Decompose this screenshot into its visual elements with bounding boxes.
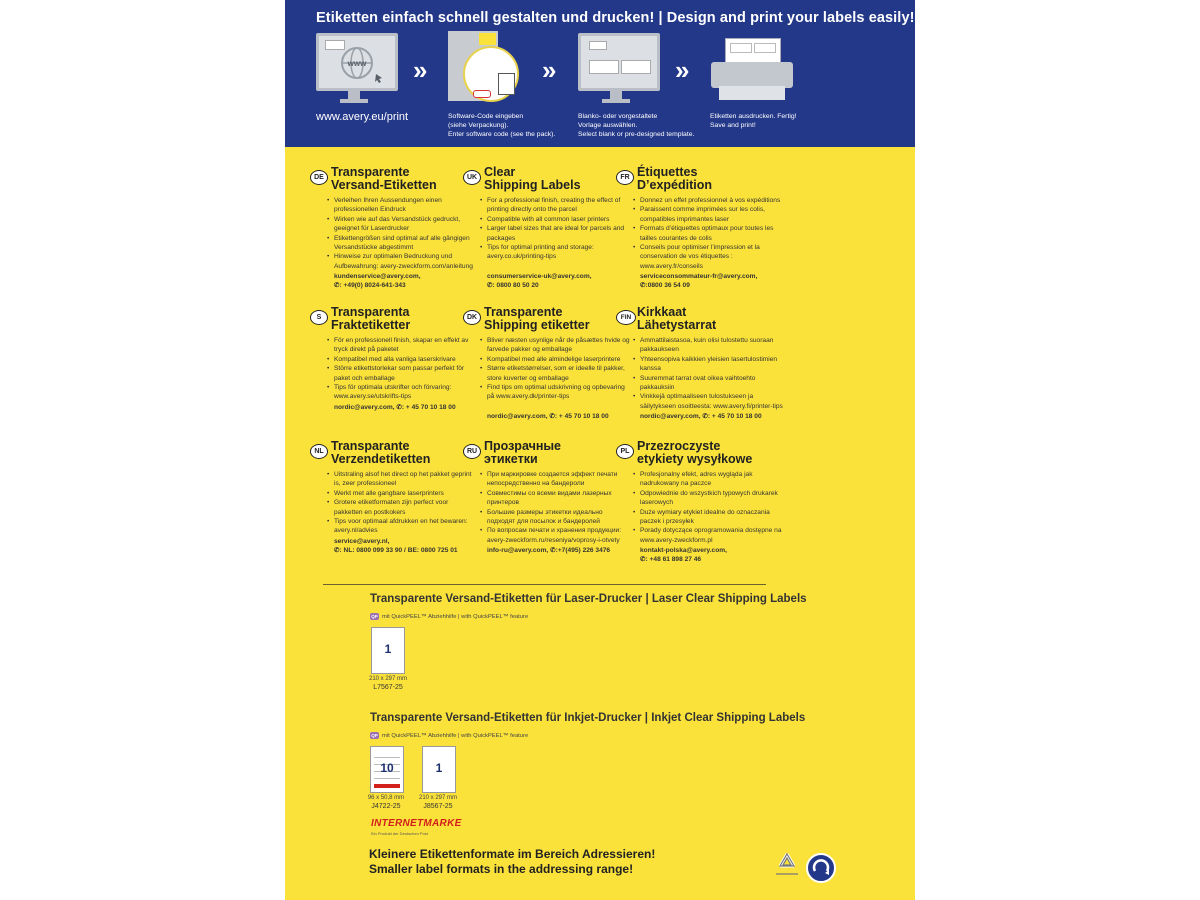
content-area	[285, 147, 915, 900]
bullet-item: • Profesjonalny efekt, adres wygląda jak nadrukowany na paczce	[633, 470, 783, 489]
lang-badge: NL	[310, 444, 328, 459]
bullet-item: • Större etikettstorlekar som passar perfekt för paket och emballage	[327, 364, 477, 383]
bullet-item: • Paraissent comme imprimées sur les colis, compatibles imprimantes laser	[633, 205, 783, 224]
caption-line: Software-Code eingeben	[448, 113, 524, 120]
title-line: Transparente	[484, 305, 563, 319]
contact-email[interactable]: service@avery.nl,	[334, 538, 390, 545]
title-line: Transparante	[331, 439, 410, 453]
contact-email[interactable]: nordic@avery.com, ✆: + 45 70 10 18 00	[334, 404, 456, 411]
inkjet-section-title: Transparente Versand-Etiketten für Inkjet-Drucker | Inkjet Clear Shipping Labels	[370, 712, 806, 724]
bullet-item: • Совместимы со всеми видами лазерных принтеров	[480, 489, 630, 508]
title-line: etykiety wysyłkowe	[637, 452, 753, 466]
bullet-list	[480, 470, 630, 545]
bullet-item: • För en professionell finish, skapar en effekt av tryck direkt på paketet	[327, 336, 477, 355]
block-title	[331, 166, 437, 192]
contact-phone: ✆: 0800 80 50 20	[487, 282, 539, 290]
label-count: 1	[384, 642, 392, 656]
contact-info	[487, 412, 609, 421]
bullet-item: • Odpowiednie do wszystkich typowych drukarek laserowych	[633, 489, 783, 508]
block-title	[484, 166, 581, 192]
bullet-item: • При маркировке создается эффект печати непосредственно на бандероли	[480, 470, 630, 489]
product-sheet-l7567	[371, 627, 405, 674]
bullet-item: • Yhteensopiva kaikkien yleisien lasertulostimien kanssa	[633, 355, 783, 374]
contact-info	[487, 272, 592, 291]
contact-info	[334, 537, 458, 556]
quickpeel-note	[370, 613, 528, 620]
block-title	[331, 440, 430, 466]
contact-email[interactable]: info-ru@avery.com, ✆:+7(495) 226 3476	[487, 547, 611, 554]
avery-url[interactable]: www.avery.eu/print	[316, 111, 409, 123]
bullet-list	[633, 196, 783, 271]
bullet-item: • Donnez un effet professionnel à vos expéditions	[633, 196, 783, 205]
contact-email[interactable]: serviceconsommateur-fr@avery.com,	[640, 273, 758, 280]
bullet-item: • Compatible with all common laser printers	[480, 215, 630, 224]
title-line: Étiquettes	[637, 165, 698, 179]
section-divider	[323, 584, 766, 585]
bullet-list	[480, 196, 630, 262]
bullet-item: • Conseils pour optimiser l’impression et la conservation de vos étiquettes : www.avery.fr/conseils	[633, 243, 783, 271]
product-sheet-j8567	[422, 746, 456, 793]
title-line: Przezroczyste	[637, 439, 721, 453]
quickpeel-icon: QP	[371, 733, 378, 738]
footer-line-en: Smaller label formats in the addressing range!	[369, 862, 634, 876]
title-line: Transparenta	[331, 305, 410, 319]
lang-badge: S	[310, 310, 328, 325]
title-line: Прозрачные	[484, 439, 562, 453]
bullet-list	[327, 470, 477, 536]
title-line: Shipping Labels	[484, 178, 581, 192]
product-leaflet	[285, 0, 915, 900]
block-title	[637, 306, 716, 332]
product-sheet-j4722	[370, 746, 404, 793]
step3-caption	[578, 112, 708, 139]
contact-phone: ✆:0800 36 54 09	[640, 282, 690, 290]
contact-email[interactable]: nordic@avery.com, ✆: + 45 70 10 18 00	[640, 413, 762, 420]
bullet-item: • Suuremmat tarrat ovat oikea vaihtoehto pakkauksiin	[633, 374, 783, 393]
bullet-item: • Etikettengrößen sind optimal auf alle gängigen Versandstücke abgestimmt	[327, 234, 477, 253]
bullet-item: • Kompatibel med alle almindelige laserprintere	[480, 355, 630, 364]
bullet-item: • Vinkkejä optimaaliseen tulostukseen ja säilytykseen osoitteesta: www.avery.fi/printer-tips	[633, 392, 783, 411]
bullet-item: • Bliver næsten usynlige når de påsættes hvide og farvede pakker og emballage	[480, 336, 630, 355]
caption-line: Select blank or pre-designed template.	[578, 131, 695, 138]
bullet-item: • Werkt met alle gangbare laserprinters	[327, 489, 477, 498]
bullet-list	[327, 336, 477, 402]
step-arrow: »	[542, 55, 557, 85]
block-title	[637, 166, 712, 192]
contact-email[interactable]: kontakt-polska@avery.com,	[640, 547, 727, 554]
bullet-item: • Uitstraling alsof het direct op het pakket geprint is, zeer professioneel	[327, 470, 477, 489]
bullet-list	[480, 336, 630, 402]
caption-line: Etiketten ausdrucken. Fertig!	[710, 113, 797, 120]
step4-caption	[710, 112, 830, 130]
title-line: Transparente	[331, 165, 410, 179]
lang-badge: DK	[463, 310, 481, 325]
product-code: L7567-25	[373, 684, 403, 691]
title-line: Versand-Etiketten	[331, 178, 437, 192]
title-line: Verzendetiketten	[331, 452, 431, 466]
product-size: 210 x 297 mm	[418, 795, 458, 801]
header-band	[285, 0, 915, 147]
contact-info	[334, 272, 421, 291]
bullet-item: • For a professional finish, creating the effect of printing directly onto the parcel	[480, 196, 630, 215]
recycle-icon	[772, 850, 802, 880]
bullet-list	[633, 470, 783, 545]
bullet-item: • Kompatibel med alla vanliga laserskrivare	[327, 355, 477, 364]
contact-email[interactable]: consumerservice-uk@avery.com,	[487, 273, 592, 280]
headline: Etiketten einfach schnell gestalten und drucken! | Design and print your labels easily!	[316, 10, 915, 26]
label-count: 10	[380, 761, 394, 775]
bullet-list	[633, 336, 783, 411]
title-line: Shipping etiketter	[484, 318, 590, 332]
bullet-item: • Wirken wie auf das Versandstück gedruckt, geeignet für Laserdrucker	[327, 215, 477, 234]
lang-badge: PL	[616, 444, 634, 459]
caption-line: Blanko- oder vorgestaltete	[578, 113, 658, 120]
bullet-item: • Verleihen Ihren Aussendungen einen professionellen Eindruck	[327, 196, 477, 215]
bullet-item: • Find tips om optimal udskrivning og opbevaring på www.avery.dk/printer-tips	[480, 383, 630, 402]
title-line: Lähetystarrat	[637, 318, 717, 332]
step-arrow: »	[675, 55, 690, 85]
title-line: Fraktetiketter	[331, 318, 411, 332]
caption-line: (siehe Verpackung).	[448, 122, 509, 129]
quickpeel-note	[370, 732, 528, 739]
caption-line: Save and print!	[710, 122, 756, 129]
contact-info	[640, 546, 727, 565]
rotate-arrow-icon	[805, 852, 837, 884]
title-line: D’expédition	[637, 178, 713, 192]
lang-badge: FR	[616, 170, 634, 185]
contact-phone: ✆: +48 61 898 27 46	[640, 556, 702, 564]
bullet-item: • Duże wymiary etykiet idealne do oznaczania paczek i przesyłek	[633, 508, 783, 527]
block-title	[484, 306, 590, 332]
caption-line: Vorlage auswählen.	[578, 122, 638, 129]
quickpeel-text: mit QuickPEEL™ Abziehhilfe | with QuickPEEL™ feature	[382, 733, 529, 740]
bullet-item: • Tips för optimala utskrifter och förvaring: www.avery.se/utskrifts-tips	[327, 383, 477, 402]
bullet-list	[327, 196, 477, 271]
product-code: J4722-25	[371, 803, 401, 810]
block-title	[331, 306, 410, 332]
contact-info	[487, 546, 610, 555]
contact-info	[640, 272, 757, 291]
step2-caption	[448, 112, 568, 139]
title-line: Kirkkaat	[637, 305, 687, 319]
bullet-item: • Hinweise zur optimalen Bedruckung und Aufbewahrung: avery-zweckform.com/anleitung	[327, 252, 477, 271]
contact-phone: ✆: +49(0) 8024-641-343	[334, 282, 406, 290]
bullet-item: • Større etiketstørrelser, som er ideelle til pakker, store kuverter og emballage	[480, 364, 630, 383]
bullet-item: • Porady dotyczące oprogramowania dostępne na www.avery-zweckform.pl	[633, 526, 783, 545]
contact-phone: ✆: NL: 0800 099 33 90 / BE: 0800 725 01	[334, 547, 458, 555]
product-size: 210 x 297 mm	[368, 676, 408, 682]
contact-email[interactable]: nordic@avery.com, ✆: + 45 70 10 18 00	[487, 413, 609, 420]
bullet-item: • Ammattilaistasoa, kuin olisi tulostettu suoraan pakkaukseen	[633, 336, 783, 355]
box-number: 1	[498, 73, 515, 95]
svg-text:www: www	[347, 59, 367, 68]
title-line: Clear	[484, 165, 516, 179]
caption-line: Enter software code (see the pack).	[448, 131, 556, 138]
product-code: J8567-25	[423, 803, 453, 810]
bullet-item: • Большие размеры этикетки идеально подходят для посылок и бандеролей	[480, 508, 630, 527]
bullet-item: • Grotere etiketformaten zijn perfect voor pakketten en postkokers	[327, 498, 477, 517]
step-arrow: »	[413, 55, 428, 85]
quickpeel-icon: QP	[371, 614, 378, 619]
lang-badge: FIN	[616, 310, 636, 325]
quickpeel-text: mit QuickPEEL™ Abziehhilfe | with QuickPEEL™ feature	[382, 614, 529, 621]
bullet-item: • Larger label sizes that are ideal for parcels and packages	[480, 224, 630, 243]
block-title	[484, 440, 561, 466]
internetmarke-subtitle: Ein Produkt der Deutschen Post	[371, 831, 428, 836]
laser-section-title: Transparente Versand-Etiketten für Laser-Drucker | Laser Clear Shipping Labels	[370, 593, 807, 605]
footer-line-de: Kleinere Etikettenformate im Bereich Adressieren!	[369, 847, 656, 861]
bullet-item: • Tips voor optimaal afdrukken en het bewaren: avery.nl/advies	[327, 517, 477, 536]
contact-info	[640, 412, 762, 421]
contact-info	[334, 403, 456, 412]
internetmarke-logo: INTERNETMARKE	[371, 818, 462, 829]
lang-badge: RU	[463, 444, 481, 459]
bullet-item: • По вопросам печати и хранения продукции: avery-zweckform.ru/reseniya/voprosy-i-otvety	[480, 526, 630, 545]
product-size: 96 x 50,8 mm	[367, 795, 405, 801]
contact-email[interactable]: kundenservice@avery.com,	[334, 273, 421, 280]
bullet-item: • Formats d’étiquettes optimaux pour toutes les tailles courantes de colis	[633, 224, 783, 243]
lang-badge: DE	[310, 170, 328, 185]
title-line: этикетки	[484, 452, 538, 466]
lang-badge: UK	[463, 170, 481, 185]
bullet-item: • Tips for optimal printing and storage: avery.co.uk/printing-tips	[480, 243, 630, 262]
block-title	[637, 440, 752, 466]
label-count: 1	[435, 761, 443, 775]
